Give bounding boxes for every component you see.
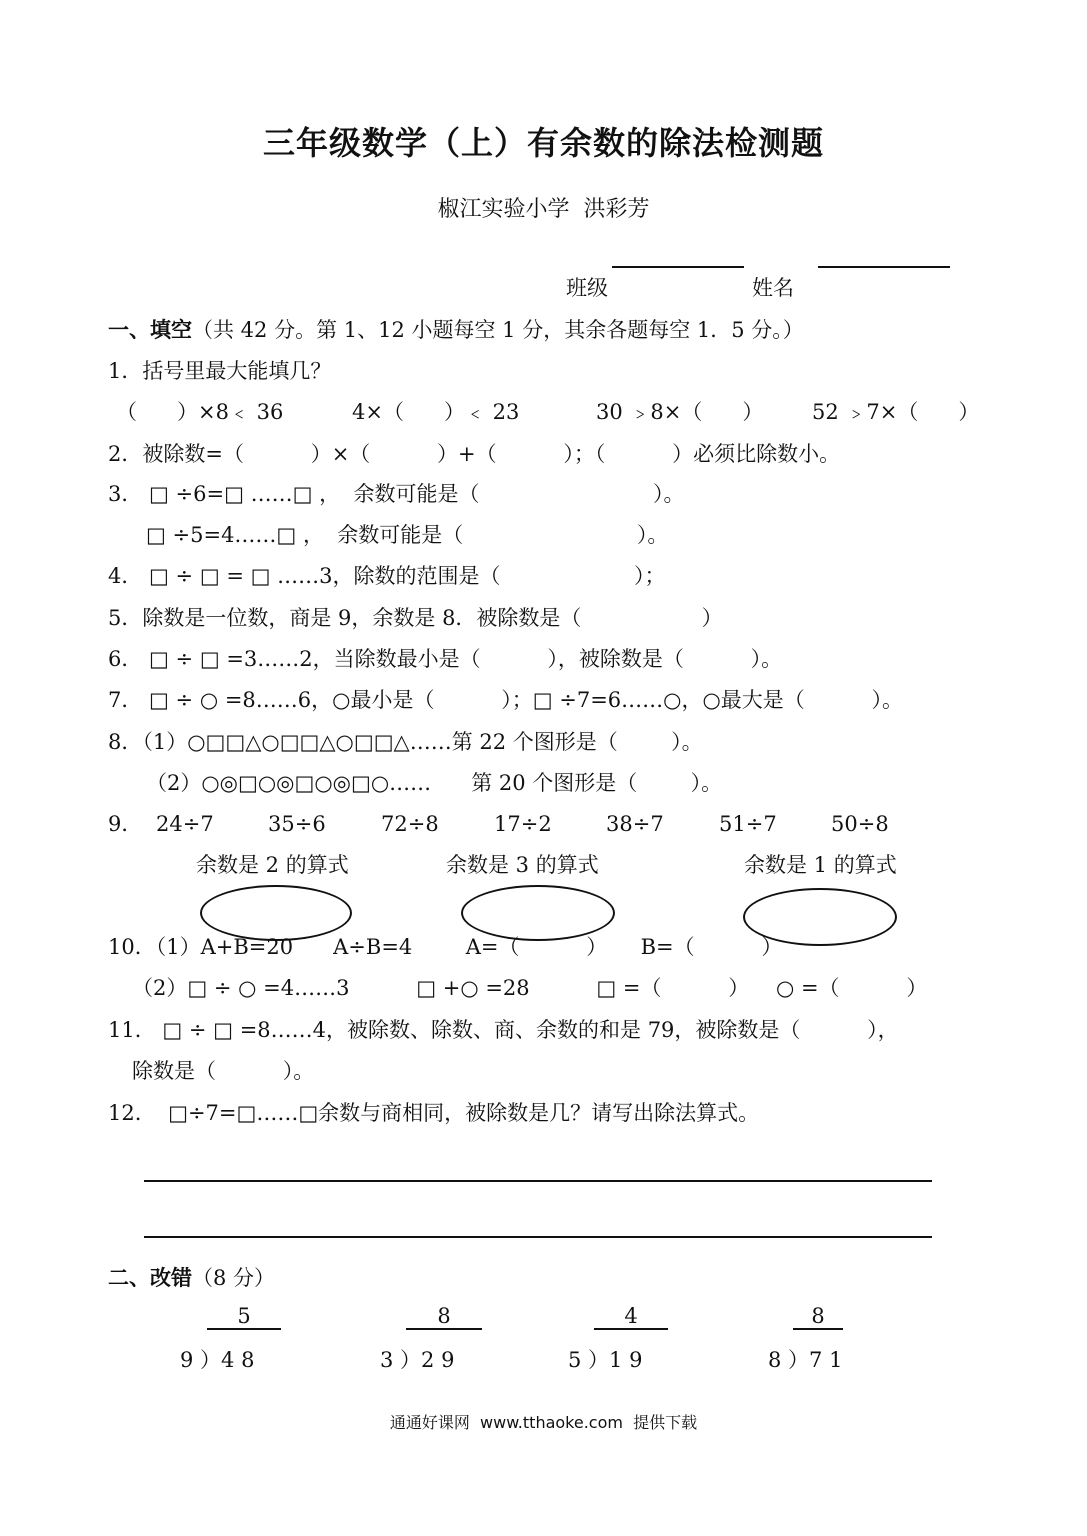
section1-header bbox=[108, 316, 804, 344]
q9-expr: 72÷8 bbox=[381, 812, 439, 836]
class-blank[interactable] bbox=[612, 266, 744, 268]
q8-b: （2）○◎□○◎□○◎□○…… 第 20 个图形是（ ）。 bbox=[146, 771, 723, 795]
answer-line-1[interactable] bbox=[144, 1180, 932, 1182]
division-quotient: 8 bbox=[406, 1304, 482, 1330]
q9-expr: 35÷6 bbox=[268, 812, 326, 836]
q9-label-remainder-1: 余数是 1 的算式 bbox=[744, 853, 897, 877]
section1-heading: 一、填空 bbox=[108, 317, 192, 342]
q1-b: 4×（ ）﹤ 23 bbox=[352, 400, 520, 424]
q1-a: （ ）×8﹤ 36 bbox=[116, 400, 284, 424]
q10-b: （2）□ ÷ ○ =4……3 □ +○ =28 □ =（ ） ○ =（ ） bbox=[132, 976, 928, 1000]
q5-text: 5．除数是一位数，商是 9，余数是 8．被除数是（ ） bbox=[108, 606, 723, 630]
author-line: 椒江实验小学 洪彩芳 bbox=[437, 197, 650, 222]
q1-c: 30 ﹥8×（ ） bbox=[596, 400, 764, 424]
division-expression: 5 ）1 9 bbox=[568, 1348, 643, 1372]
page-title: 三年级数学（上）有余数的除法检测题 bbox=[262, 124, 824, 162]
q4-text: 4． □ ÷ □ = □ ……3，除数的范围是（ ）； bbox=[108, 564, 666, 588]
q9-expr: 24÷7 bbox=[156, 812, 214, 836]
division-quotient: 8 bbox=[793, 1304, 843, 1330]
footer-text: 通通好课网 www.tthaoke.com 提供下载 bbox=[389, 1413, 698, 1432]
section2-heading: 二、改错 bbox=[108, 1265, 192, 1290]
q2-text: 2．被除数=（ ）×（ ）+（ ）；（ ）必须比除数小。 bbox=[108, 442, 841, 466]
section2-header bbox=[108, 1264, 275, 1292]
q8-a: 8．（1）○□□△○□□△○□□△……第 22 个图形是（ ）。 bbox=[108, 730, 703, 754]
q12-text: 12. □÷7=□……□余数与商相同，被除数是几？请写出除法算式。 bbox=[108, 1101, 760, 1125]
q9-label-remainder-2: 余数是 2 的算式 bbox=[196, 853, 349, 877]
answer-line-2[interactable] bbox=[144, 1236, 932, 1238]
q11-b: 除数是（ ）。 bbox=[132, 1059, 315, 1083]
q7-text: 7． □ ÷ ○ =8……6，○最小是（ ）；□ ÷7=6……○，○最大是（ ）。 bbox=[108, 688, 904, 712]
division-expression: 3 ）2 9 bbox=[380, 1348, 455, 1372]
q6-text: 6． □ ÷ □ =3……2，当除数最小是（ ），被除数是（ ）。 bbox=[108, 647, 783, 671]
q1-d: 52 ﹥7×（ ） bbox=[812, 400, 980, 424]
division-expression: 8 ）7 1 bbox=[768, 1348, 843, 1372]
name-label: 姓名 bbox=[752, 276, 794, 300]
q3-b: □ ÷5=4……□ ， 余数可能是（ ）。 bbox=[146, 523, 669, 547]
section1-note: （共 42 分。第 1、12 小题每空 1 分，其余各题每空 1．5 分。） bbox=[192, 318, 804, 342]
q1-text: 1．括号里最大能填几？ bbox=[108, 359, 332, 383]
section2-note: （8 分） bbox=[192, 1266, 276, 1290]
division-quotient: 4 bbox=[594, 1304, 668, 1330]
division-expression: 9 ）4 8 bbox=[180, 1348, 255, 1372]
q9-expr: 51÷7 bbox=[719, 812, 777, 836]
q9-expr: 17÷2 bbox=[494, 812, 552, 836]
q10-a: 10．（1）A+B=20 A÷B=4 A=（ ） B=（ ） bbox=[108, 935, 783, 959]
q11-a: 11． □ ÷ □ =8……4，被除数、除数、商、余数的和是 79，被除数是（ ）， bbox=[108, 1018, 899, 1042]
division-quotient: 5 bbox=[207, 1304, 281, 1330]
q9-number: 9． bbox=[108, 812, 143, 836]
q3-a: 3． □ ÷6=□ ……□ ， 余数可能是（ ）。 bbox=[108, 482, 685, 506]
q9-expr: 50÷8 bbox=[831, 812, 889, 836]
name-blank[interactable] bbox=[818, 266, 950, 268]
q9-label-remainder-3: 余数是 3 的算式 bbox=[446, 853, 599, 877]
q9-expr: 38÷7 bbox=[606, 812, 664, 836]
class-label: 班级 bbox=[566, 276, 608, 300]
